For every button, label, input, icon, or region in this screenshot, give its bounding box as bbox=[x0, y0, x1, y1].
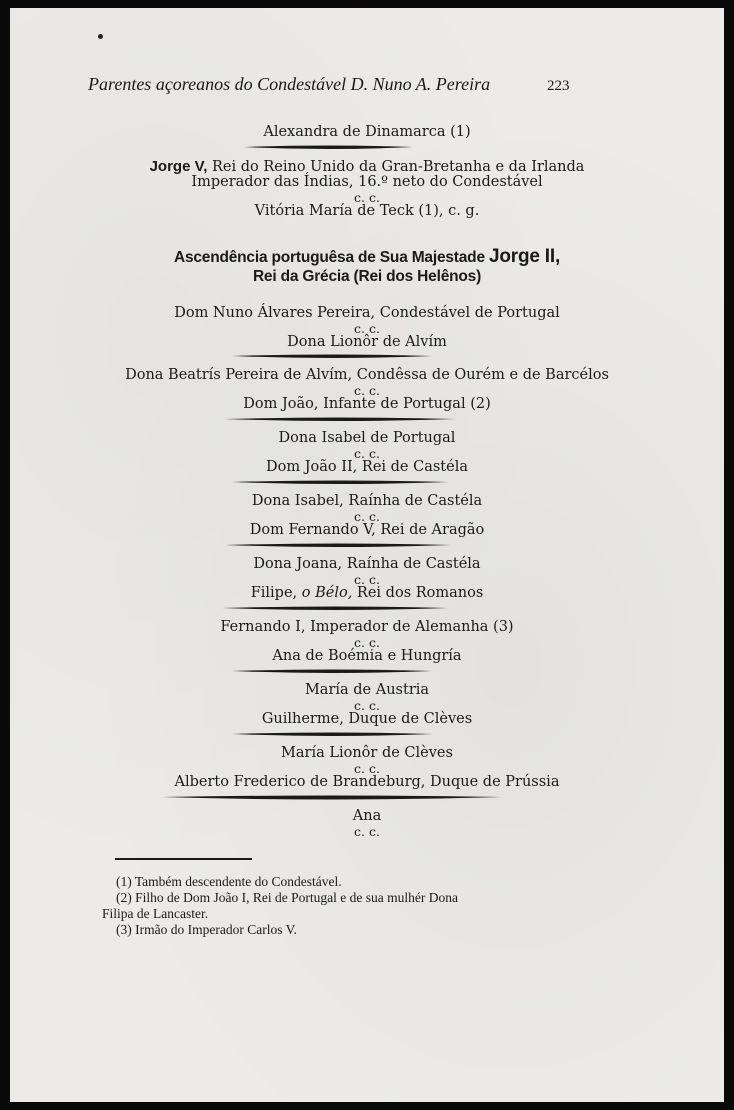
person-line: Dom Nuno Álvares Pereira, Condestável de Portugal bbox=[174, 305, 560, 321]
brace-divider bbox=[225, 541, 451, 551]
cc-marker: c. c. bbox=[354, 698, 380, 713]
spouse-name: Filipe, bbox=[250, 585, 302, 601]
cc-marker: c. c. bbox=[354, 509, 380, 524]
brace-divider bbox=[232, 352, 432, 362]
heading-name: Jorge II, bbox=[488, 246, 561, 267]
cc-marker: c. c. bbox=[354, 321, 380, 336]
cc-marker: c. c. bbox=[354, 446, 380, 461]
spouse-line: Ana de Boémia e Hungría bbox=[272, 648, 462, 664]
section-heading-line2: Rei da Grécia (Rei dos Helênos) bbox=[252, 268, 482, 285]
section-heading-line1 bbox=[10, 246, 724, 268]
jorge-v-title: Rei do Reino Unido da Gran-Bretanha e da Irlanda bbox=[207, 159, 585, 175]
spouse-line: Dom João II, Rei de Castéla bbox=[265, 459, 468, 475]
page-number: 223 bbox=[547, 78, 570, 94]
running-title: Parentes açoreanos do Condestável D. Nuno A. Pereira bbox=[88, 74, 491, 94]
ink-speck bbox=[98, 34, 103, 39]
jorge-v-name: Jorge V, bbox=[149, 158, 208, 175]
brace-divider bbox=[232, 730, 432, 740]
spouse-line: Alberto Frederico de Brandeburg, Duque de Prússia bbox=[174, 774, 560, 790]
person-line: Fernando I, Imperador de Alemanha (3) bbox=[220, 619, 514, 635]
heading-pre: Ascendência portuguêsa de Sua Majestade bbox=[173, 249, 489, 266]
brace-divider bbox=[162, 793, 502, 804]
cc-marker: c. c. bbox=[354, 635, 380, 650]
victoria-line: Vitória María de Teck (1), c. g. bbox=[254, 203, 480, 219]
brace-divider bbox=[232, 667, 432, 677]
spouse-title: Rei dos Romanos bbox=[352, 585, 484, 601]
person-line: Dona Isabel de Portugal bbox=[278, 430, 456, 446]
spouse-line bbox=[10, 585, 724, 601]
spouse-epithet: o Bélo, bbox=[301, 585, 353, 601]
brace-divider bbox=[232, 478, 448, 488]
cc-marker: c. c. bbox=[354, 383, 380, 398]
spouse-line: Guilherme, Duque de Clèves bbox=[261, 711, 473, 727]
brace-divider bbox=[243, 143, 413, 153]
footnote-1: (1) Também descendente do Condestável. bbox=[116, 874, 342, 889]
cc-marker: c. c. bbox=[354, 572, 380, 587]
jorge-v-line bbox=[10, 158, 724, 175]
cc-marker: c. c. bbox=[354, 190, 380, 205]
person-line: Dona Joana, Raínha de Castéla bbox=[253, 556, 481, 572]
person-line: Ana bbox=[352, 808, 382, 824]
footnote-2-continued: Filipa de Lancaster. bbox=[102, 906, 209, 921]
footnote-rule bbox=[115, 858, 252, 860]
cc-marker: c. c. bbox=[354, 824, 380, 839]
spouse-line: Dom Fernando V, Rei de Aragão bbox=[249, 522, 485, 538]
person-line: María de Austria bbox=[304, 682, 430, 698]
spouse-line: Dona Lionôr de Alvím bbox=[287, 334, 447, 350]
person-line: Dona Beatrís Pereira de Alvím, Condêssa de Ourém e de Barcélos bbox=[125, 367, 609, 383]
person-line: María Lionôr de Clèves bbox=[281, 745, 453, 761]
scanned-page bbox=[10, 8, 724, 1102]
cc-marker: c. c. bbox=[354, 761, 380, 776]
alexandra-line: Alexandra de Dinamarca (1) bbox=[263, 124, 471, 140]
spouse-line: Dom João, Infante de Portugal (2) bbox=[243, 396, 491, 412]
brace-divider bbox=[222, 604, 448, 614]
footnote-3: (3) Irmão do Imperador Carlos V. bbox=[116, 922, 297, 937]
footnote-2: (2) Filho de Dom João I, Rei de Portugal e de sua mulhér Dona bbox=[116, 890, 458, 905]
jorge-v-line2: Imperador das Índias, 16.º neto do Condestável bbox=[191, 174, 543, 190]
brace-divider bbox=[225, 415, 455, 425]
person-line: Dona Isabel, Raínha de Castéla bbox=[251, 493, 483, 509]
